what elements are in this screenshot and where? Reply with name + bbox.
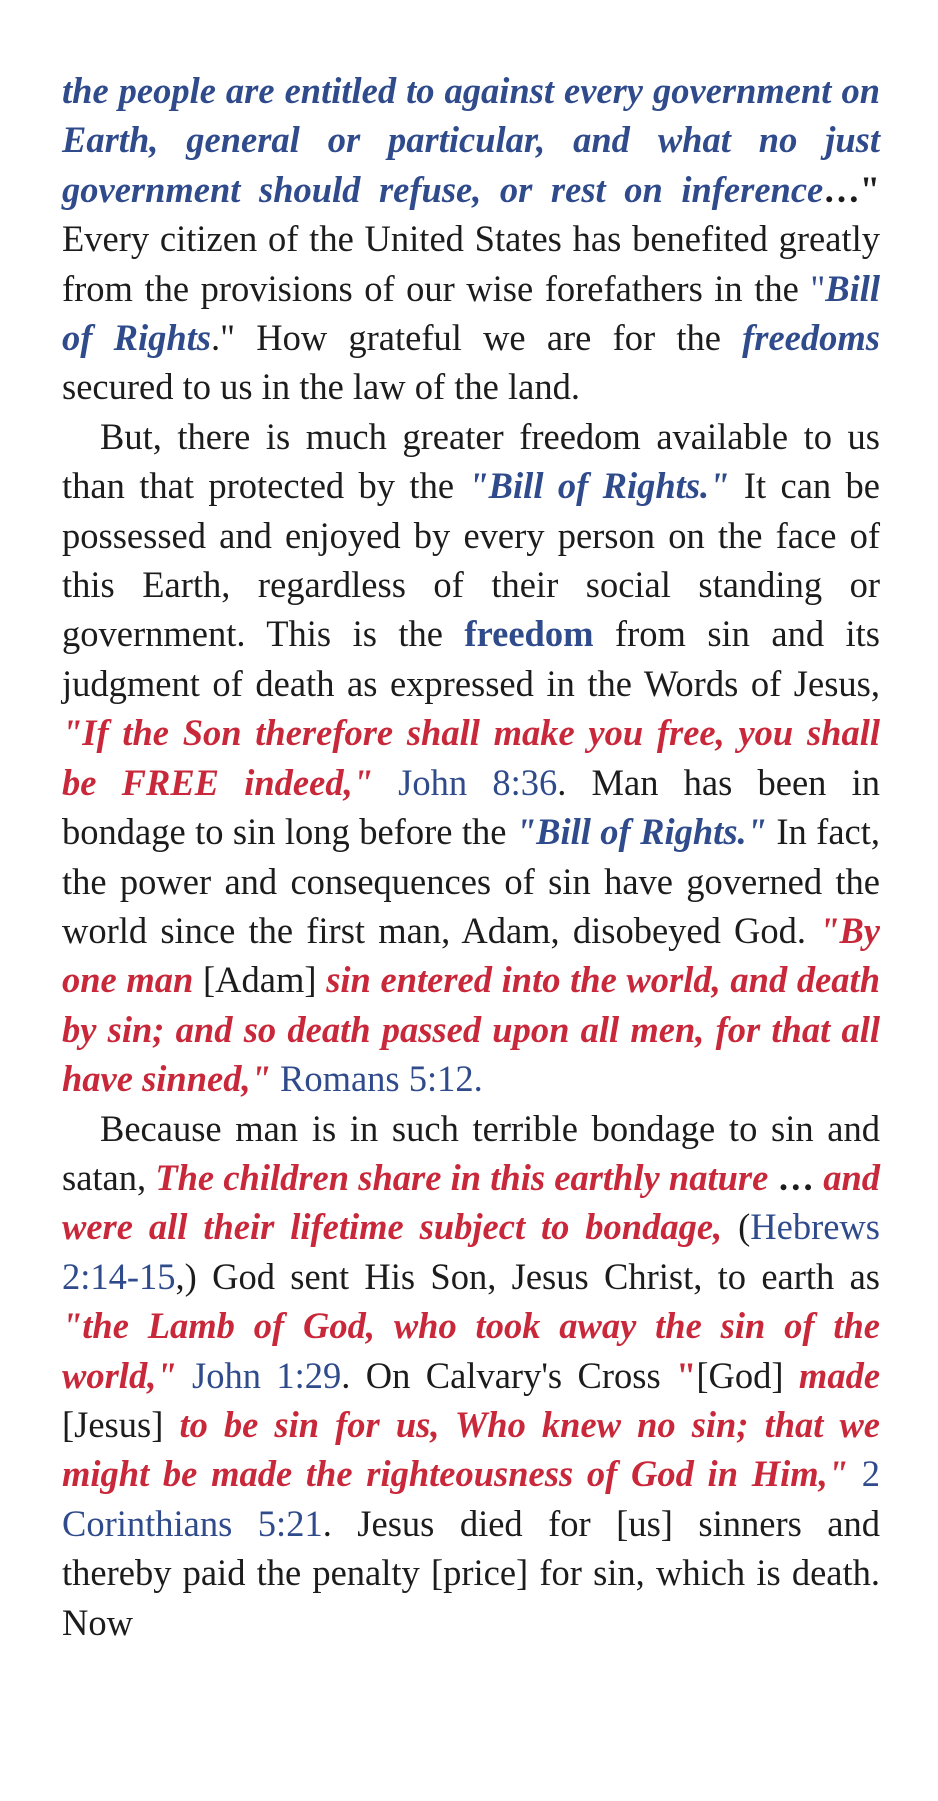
body-text: [Adam] <box>193 959 327 1001</box>
bill-of-rights-quote: the people are entitled to against every government on Earth, general or particular, and what no just government should refuse, or rest on inference <box>62 70 880 210</box>
scripture-quote: "the Lamb of God, who took away the sin of the world," <box>62 1305 880 1396</box>
bill-of-rights-term: Bill of Rights <box>62 267 880 359</box>
scripture-quote: to be sin for us, Who knew no sin; that we might be made the righteousness of God in Him," <box>62 1403 881 1495</box>
scripture-quote: "If the Son therefore shall make you free, you shall be FREE indeed," <box>62 712 880 803</box>
open-quote: " <box>810 267 826 309</box>
body-text: [Jesus] <box>62 1403 180 1445</box>
ellipsis: … <box>768 1156 824 1198</box>
scripture-reference: Romans 5:12. <box>270 1058 483 1100</box>
open-paren: ( <box>722 1206 751 1248</box>
page-body <box>62 66 880 1647</box>
body-text: It can be possessed and enjoyed by every person on the face of this Earth, regardless of their social standing or government. This is the <box>62 465 880 655</box>
body-text: [God] <box>696 1354 799 1396</box>
body-text: . Man has been in bondage to sin long before the <box>62 761 880 853</box>
paragraph-2 <box>62 412 880 1104</box>
body-text: . Jesus died for [us] sinners and thereby paid the penalty [price] for sin, which is death. Now <box>62 1502 881 1643</box>
scripture-quote: and were all their lifetime subject to bondage, <box>62 1156 881 1248</box>
body-text: God sent His Son, Jesus Christ, to earth as <box>196 1255 880 1297</box>
body-text: But, there is much greater freedom available to us than that protected by the <box>62 415 880 507</box>
scripture-quote: The children share in this earthly nature <box>155 1156 769 1198</box>
bill-of-rights-term: "Bill of Rights." <box>515 811 767 853</box>
freedoms-term: freedoms <box>742 317 880 359</box>
paragraph-3 <box>62 1104 880 1647</box>
body-text: In fact, the power and consequences of sin have governed the world since the first man, Adam, disobeyed God. <box>62 811 880 951</box>
scripture-quote: made <box>798 1354 881 1396</box>
scripture-reference: Hebrews 2:14-15 <box>62 1206 880 1297</box>
body-text: from sin and its judgment of death as expressed in the Words of Jesus, <box>62 613 880 704</box>
close-paren: ,) <box>175 1255 197 1297</box>
scripture-reference: 2 Corinthians 5:21 <box>62 1453 880 1544</box>
scripture-reference: John 1:29 <box>176 1354 342 1396</box>
open-quote: " <box>676 1354 697 1396</box>
body-text: Because man is in such terrible bondage to sin and satan, <box>62 1107 880 1198</box>
close-quote: ." <box>210 317 236 359</box>
freedom-term: freedom <box>464 613 594 655</box>
body-text: How grateful we are for the <box>235 317 743 359</box>
body-text: . On Calvary's Cross <box>341 1354 677 1396</box>
scripture-reference: John 8:36 <box>372 761 558 803</box>
scripture-quote: sin entered into the world, and death by sin; and so death passed upon all men, for that all have sinned," <box>62 959 880 1100</box>
ellipsis: …" <box>823 168 880 210</box>
bill-of-rights-term: "Bill of Rights." <box>468 465 730 507</box>
body-text: secured to us in the law of the land. <box>62 366 580 408</box>
body-text: Every citizen of the United States has benefited greatly from the provisions of our wise forefathers in the <box>62 218 880 309</box>
scripture-quote: "By one man <box>62 909 880 1001</box>
paragraph-1 <box>62 66 880 412</box>
